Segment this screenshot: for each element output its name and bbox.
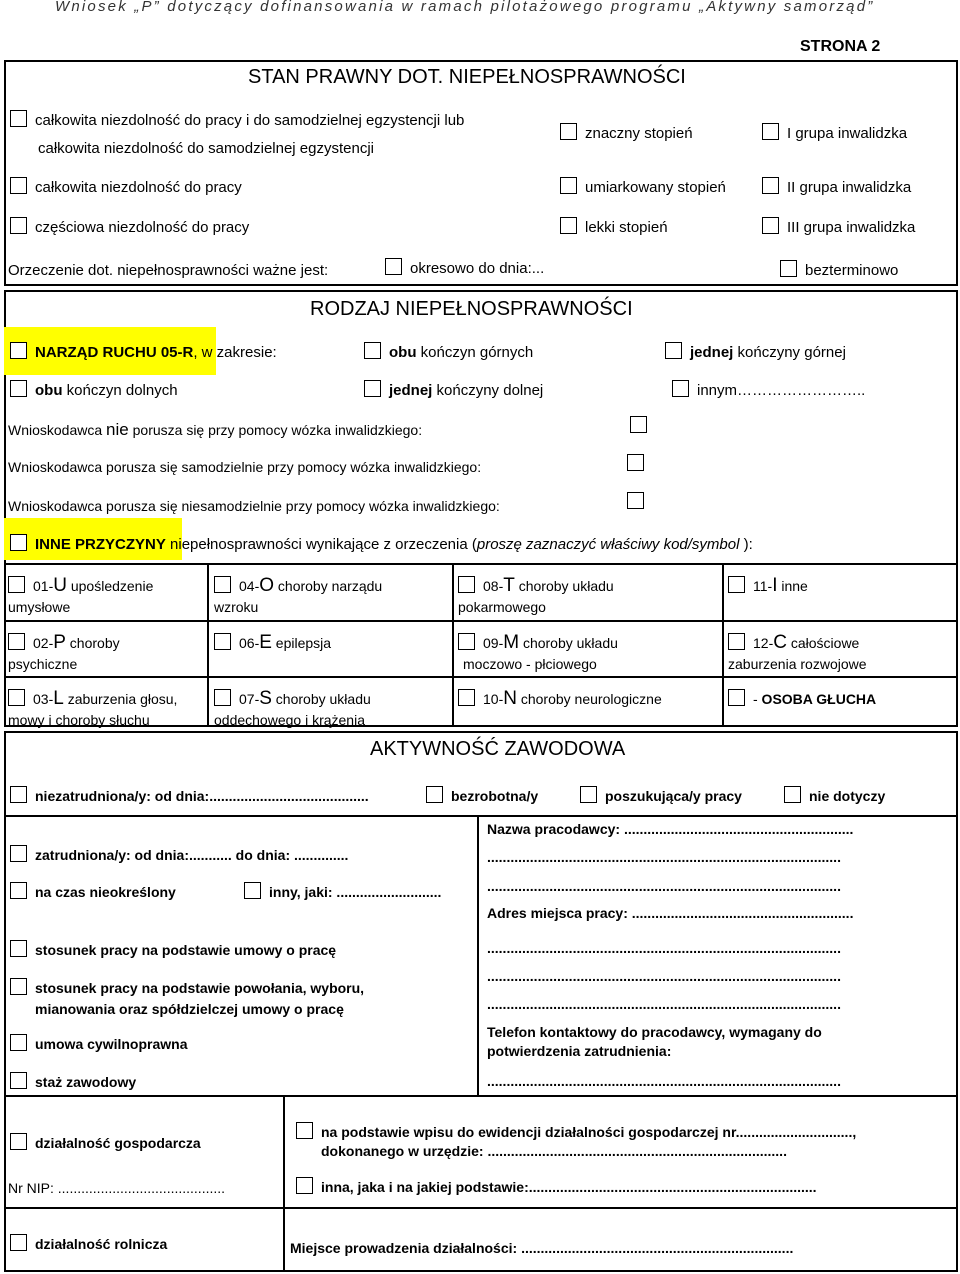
- code-symbol: L: [53, 688, 64, 709]
- code-symbol: E: [259, 632, 272, 653]
- option-label: poszukująca/y pracy: [605, 788, 742, 804]
- wheelchair-none-label: Wnioskodawca nie porusza się przy pomocy wózka inwalidzkiego:: [8, 420, 423, 439]
- checkbox[interactable]: [10, 1072, 27, 1089]
- checkbox[interactable]: [10, 342, 27, 359]
- option-one-lower[interactable]: [364, 380, 543, 399]
- code-option[interactable]: [458, 632, 618, 675]
- checkbox[interactable]: [728, 633, 745, 650]
- option-label-suffix: , w zakresie:: [193, 344, 277, 361]
- option-label: bezrobotna/y: [451, 788, 539, 804]
- checkbox[interactable]: [780, 260, 797, 277]
- code-option[interactable]: [214, 632, 331, 654]
- option-moderate-degree[interactable]: [560, 177, 726, 196]
- disability-type-title: RODZAJ NIEPEŁNOSPRAWNOŚCI: [310, 298, 633, 320]
- employer-phone-field[interactable]: ...........................................................................................: [487, 1073, 841, 1089]
- employer-address-field[interactable]: Adres miejsca pracy: .........................................................: [487, 905, 854, 921]
- dotted-line[interactable]: ...........................................................................................: [487, 940, 841, 956]
- code-option[interactable]: [458, 688, 662, 710]
- code-option[interactable]: [728, 575, 808, 597]
- code-label: całościowe: [786, 635, 860, 651]
- option-label: obu: [389, 344, 417, 361]
- checkbox[interactable]: [296, 1122, 313, 1139]
- option-other-causes[interactable]: [10, 534, 753, 553]
- code-label-line2: oddechowego i krążenia: [214, 712, 365, 728]
- option-label: bezterminowo: [805, 262, 899, 279]
- code-symbol: U: [53, 575, 67, 596]
- wheelchair-assisted-checkbox[interactable]: [627, 492, 644, 509]
- checkbox[interactable]: [665, 342, 682, 359]
- option-label: II grupa inwalidzka: [787, 179, 912, 196]
- code-prefix: 10-: [483, 691, 504, 707]
- checkbox[interactable]: [10, 786, 27, 803]
- option-unemployed[interactable]: [10, 786, 369, 804]
- option-label: częściowa niezdolność do pracy: [35, 219, 250, 236]
- code-label-line2: wzroku: [214, 599, 259, 615]
- checkbox[interactable]: [762, 123, 779, 140]
- option-label-rest: kończyn dolnych: [62, 382, 178, 399]
- option-indefinite[interactable]: [780, 260, 898, 279]
- validity-label: Orzeczenie dot. niepełnosprawności ważne jest:: [8, 262, 329, 279]
- option-label: działalność gospodarcza: [35, 1135, 201, 1151]
- option-label: działalność rolnicza: [35, 1236, 168, 1252]
- checkbox[interactable]: [8, 633, 25, 650]
- checkbox[interactable]: [560, 123, 577, 140]
- code-label: OSOBA GŁUCHA: [757, 691, 877, 707]
- checkbox[interactable]: [672, 380, 689, 397]
- option-label-line2: mianowania oraz spółdzielczej umowy o pracę: [35, 1001, 344, 1017]
- dotted-line[interactable]: ...........................................................................................: [487, 996, 841, 1012]
- legal-status-title: STAN PRAWNY DOT. NIEPEŁNOSPRAWNOŚCI: [248, 66, 686, 88]
- option-label: stosunek pracy na podstawie umowy o pracę: [35, 942, 337, 958]
- code-prefix: 06-: [239, 635, 260, 651]
- code-option[interactable]: [728, 688, 876, 710]
- code-label: epilepsja: [271, 635, 332, 651]
- codes-top-line: [4, 563, 958, 565]
- option-partial-incapacity[interactable]: [10, 217, 249, 236]
- code-symbol: S: [259, 688, 272, 709]
- checkbox[interactable]: [426, 786, 443, 803]
- checkbox[interactable]: [10, 978, 27, 995]
- option-both-lower[interactable]: [10, 380, 178, 399]
- option-other-contract[interactable]: [244, 882, 441, 900]
- option-other-limb[interactable]: [672, 380, 865, 399]
- code-prefix: -: [753, 691, 758, 707]
- checkbox[interactable]: [580, 786, 597, 803]
- legal-status-section: [4, 60, 958, 286]
- option-label: innym……………………..: [697, 382, 866, 399]
- option-label: inny, jaki: ...........................: [269, 884, 442, 900]
- option-label: stosunek pracy na podstawie powołania, wyboru,: [35, 980, 365, 996]
- option-label: znaczny stopień: [585, 125, 693, 142]
- checkbox[interactable]: [10, 380, 27, 397]
- checkbox[interactable]: [728, 576, 745, 593]
- checkbox[interactable]: [458, 689, 475, 706]
- code-option[interactable]: [8, 575, 153, 618]
- codes-row-line: [4, 676, 958, 678]
- codes-divider: [722, 563, 724, 727]
- code-label: choroby neurologiczne: [516, 691, 662, 707]
- option-label-end: ):: [739, 536, 753, 553]
- checkbox[interactable]: [728, 689, 745, 706]
- code-label-line2: umysłowe: [8, 599, 71, 615]
- code-option[interactable]: [214, 688, 371, 731]
- code-label-line2: mowy i choroby słuchu: [8, 712, 150, 728]
- code-prefix: 11-: [753, 578, 773, 594]
- work-column-divider: [477, 815, 479, 1095]
- option-one-upper[interactable]: [665, 342, 846, 361]
- option-group-1[interactable]: [762, 123, 907, 142]
- business-place-field[interactable]: Miejsce prowadzenia działalności: ......................................................................: [290, 1240, 794, 1256]
- option-light-degree[interactable]: [560, 217, 668, 236]
- option-label: INNE PRZYCZYNY: [35, 536, 166, 553]
- wheelchair-assisted-label: Wnioskodawca porusza się niesamodzielnie przy pomocy wózka inwalidzkiego:: [8, 498, 500, 514]
- employer-phone-label: Telefon kontaktowy do pracodawcy, wymagany do: [487, 1024, 822, 1040]
- checkbox[interactable]: [10, 534, 27, 551]
- option-not-applicable[interactable]: [784, 786, 885, 804]
- option-label: NARZĄD RUCHU 05-R: [35, 344, 194, 361]
- codes-divider: [207, 563, 209, 727]
- business-column-divider: [283, 1095, 285, 1272]
- wheelchair-independent-checkbox[interactable]: [627, 454, 644, 471]
- work-divider: [4, 815, 958, 817]
- checkbox[interactable]: [364, 380, 381, 397]
- option-label: jednej: [389, 382, 433, 399]
- code-prefix: 09-: [483, 635, 504, 651]
- code-symbol: T: [503, 575, 515, 596]
- page-number: STRONA 2: [800, 38, 881, 55]
- code-option[interactable]: [458, 575, 614, 618]
- code-label-line2: zaburzenia rozwojowe: [728, 656, 867, 672]
- option-label-rest: kończyny górnej: [733, 344, 846, 361]
- checkbox[interactable]: [10, 845, 27, 862]
- option-label: umowa cywilnoprawna: [35, 1036, 188, 1052]
- checkbox[interactable]: [8, 576, 25, 593]
- code-label: choroby układu: [519, 635, 618, 651]
- code-label-line2: psychiczne: [8, 656, 78, 672]
- checkbox[interactable]: [458, 633, 475, 650]
- code-label: choroby układu: [271, 691, 371, 707]
- code-label: upośledzenie: [66, 578, 154, 594]
- business-divider: [4, 1207, 958, 1209]
- option-motor-organ[interactable]: [10, 342, 277, 361]
- checkbox[interactable]: [762, 177, 779, 194]
- code-label-line2: pokarmowego: [458, 599, 546, 615]
- code-prefix: 07-: [239, 691, 260, 707]
- code-symbol: N: [503, 688, 517, 709]
- checkbox[interactable]: [10, 940, 27, 957]
- option-label: całkowita niezdolność do pracy i do samodzielnej egzystencji lub: [35, 112, 465, 129]
- option-total-incapacity-independent[interactable]: [10, 110, 464, 129]
- codes-row-line: [4, 620, 958, 622]
- option-business[interactable]: [10, 1133, 201, 1151]
- option-label-rest: kończyny dolnej: [432, 382, 544, 399]
- checkbox[interactable]: [762, 217, 779, 234]
- code-prefix: 12-: [753, 635, 774, 651]
- code-label: zaburzenia głosu,: [63, 691, 178, 707]
- checkbox[interactable]: [214, 633, 231, 650]
- option-label: inna, jaka i na jakiej podstawie:..........................................................................: [321, 1179, 817, 1195]
- code-prefix: 04-: [239, 578, 260, 594]
- code-symbol: I: [772, 575, 778, 596]
- employer-phone-label-line2: potwierdzenia zatrudnienia:: [487, 1043, 672, 1059]
- code-prefix: 08-: [483, 578, 504, 594]
- option-label: na czas nieokreślony: [35, 884, 176, 900]
- code-option[interactable]: [728, 632, 867, 675]
- checkbox[interactable]: [296, 1177, 313, 1194]
- option-label: obu: [35, 382, 63, 399]
- checkbox[interactable]: [10, 110, 27, 127]
- option-label: zatrudniona/y: od dnia:........... do dnia: ..............: [35, 847, 349, 863]
- employer-name-field[interactable]: Nazwa pracodawcy: ...........................................................: [487, 821, 854, 837]
- checkbox[interactable]: [10, 882, 27, 899]
- codes-divider: [452, 563, 454, 727]
- option-label: całkowita niezdolność do pracy: [35, 179, 242, 196]
- option-employment-contract[interactable]: [10, 940, 336, 958]
- option-indefinite-contract[interactable]: [10, 882, 176, 900]
- code-label: choroby: [65, 635, 120, 651]
- option-seeking-work[interactable]: [580, 786, 742, 804]
- dotted-line[interactable]: ...........................................................................................: [487, 878, 841, 894]
- option-significant-degree[interactable]: [560, 123, 693, 142]
- option-label: na podstawie wpisu do ewidencji działalności gospodarczej nr..............................,: [321, 1124, 857, 1140]
- dotted-line[interactable]: ...........................................................................................: [487, 968, 841, 984]
- nip-field[interactable]: Nr NIP: ...........................................: [8, 1180, 226, 1196]
- option-group-2[interactable]: [762, 177, 911, 196]
- option-label: umiarkowany stopień: [585, 179, 726, 196]
- checkbox[interactable]: [560, 177, 577, 194]
- checkbox[interactable]: [214, 689, 231, 706]
- code-option[interactable]: [8, 688, 177, 731]
- instruction: proszę zaznaczyć właściwy kod/symbol: [476, 536, 740, 553]
- option-employed[interactable]: [10, 845, 348, 863]
- option-farming[interactable]: [10, 1234, 167, 1252]
- option-internship[interactable]: [10, 1072, 136, 1090]
- option-other-basis[interactable]: [296, 1177, 817, 1195]
- checkbox[interactable]: [244, 882, 261, 899]
- code-prefix: 01-: [33, 578, 54, 594]
- code-label: choroby układu: [514, 578, 614, 594]
- checkbox[interactable]: [10, 1133, 27, 1150]
- code-prefix: 02-: [33, 635, 54, 651]
- checkbox[interactable]: [10, 1234, 27, 1251]
- work-activity-title: AKTYWNOŚĆ ZAWODOWA: [370, 738, 626, 760]
- option-label: niezatrudniona/y: od dnia:.........................................: [35, 788, 369, 804]
- option-group-3[interactable]: [762, 217, 915, 236]
- checkbox[interactable]: [10, 177, 27, 194]
- checkbox[interactable]: [385, 258, 402, 275]
- code-label-line2: moczowo - płciowego: [463, 656, 597, 672]
- code-option[interactable]: [214, 575, 382, 618]
- code-option[interactable]: [8, 632, 120, 675]
- option-total-incapacity-work[interactable]: [10, 177, 242, 196]
- option-label-line2: całkowita niezdolność do samodzielnej egzystencji: [38, 140, 375, 157]
- code-symbol: O: [259, 575, 275, 596]
- running-title: Wniosek „P” dotyczący dofinansowania w ramach pilotażowego programu „Aktywny samorząd”: [55, 0, 875, 15]
- checkbox[interactable]: [458, 576, 475, 593]
- checkbox[interactable]: [560, 217, 577, 234]
- option-civil-contract[interactable]: [10, 1034, 187, 1052]
- option-label: nie dotyczy: [809, 788, 886, 804]
- option-appointment-contract[interactable]: [10, 978, 364, 996]
- option-label: staż zawodowy: [35, 1074, 137, 1090]
- checkbox[interactable]: [214, 576, 231, 593]
- option-registry-entry[interactable]: [296, 1122, 856, 1140]
- code-label: choroby narządu: [274, 578, 383, 594]
- code-prefix: 03-: [33, 691, 54, 707]
- dotted-line[interactable]: ...........................................................................................: [487, 849, 841, 865]
- option-both-upper[interactable]: [364, 342, 533, 361]
- option-label: lekki stopień: [585, 219, 668, 236]
- option-label: III grupa inwalidzka: [787, 219, 916, 236]
- option-label-rest: niepełnosprawności wynikające z orzeczenia (: [165, 536, 477, 553]
- wheelchair-independent-label: Wnioskodawca porusza się samodzielnie przy pomocy wózka inwalidzkiego:: [8, 459, 482, 475]
- checkbox[interactable]: [10, 217, 27, 234]
- checkbox[interactable]: [8, 689, 25, 706]
- option-label: I grupa inwalidzka: [787, 125, 908, 142]
- code-symbol: C: [773, 632, 787, 653]
- option-jobless[interactable]: [426, 786, 538, 804]
- checkbox[interactable]: [10, 1034, 27, 1051]
- work-divider: [4, 1095, 958, 1097]
- option-label: jednej: [690, 344, 734, 361]
- option-label: okresowo do dnia:...: [410, 260, 545, 277]
- option-label-rest: kończyn górnych: [416, 344, 534, 361]
- registry-office-field[interactable]: dokonanego w urzędzie: .............................................................................: [321, 1143, 787, 1159]
- code-symbol: P: [53, 632, 66, 653]
- code-symbol: M: [503, 632, 520, 653]
- wheelchair-none-checkbox[interactable]: [630, 416, 647, 433]
- checkbox[interactable]: [784, 786, 801, 803]
- option-periodic[interactable]: [385, 258, 544, 277]
- checkbox[interactable]: [364, 342, 381, 359]
- code-label: inne: [777, 578, 808, 594]
